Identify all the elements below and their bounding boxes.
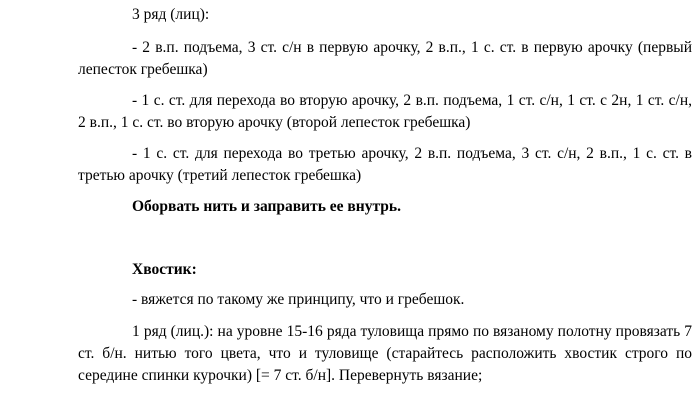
row3-step3: - 1 с. ст. для перехода во третью арочку, 2 в.п. подъема, 3 ст. с/н, 2 в.п., 1 с. ст. в третью арочку (третий лепесток гребешка) [78, 145, 692, 184]
tail-intro: - вяжется по такому же принципу, что и гребешок. [132, 291, 465, 308]
row3-heading: 3 ряд (лиц): [132, 6, 210, 23]
tail-row1: 1 ряд (лиц.): на уровне 15-16 ряда туловища прямо по вязаному полотну провязать 7 ст. б/н. нитью того цвета, что и туловище (старайтесь расположить хвостик строго по середине спинки курочки) [= 7 ст. б/н]. Перевернуть вязание; [78, 323, 692, 384]
row3-step1: - 2 в.п. подъема, 3 ст. с/н в первую арочку, 2 в.п., 1 с. ст. в первую арочку (первый лепесток гребешка) [78, 39, 692, 78]
cut-thread-instruction: Оборвать нить и заправить ее внутрь. [132, 198, 401, 215]
tail-heading: Хвостик: [132, 261, 197, 278]
row3-step2: - 1 с. ст. для перехода во вторую арочку, 2 в.п. подъема, 1 ст. с/н, 1 ст. с 2н, 1 ст. с/н, 2 в.п., 1 с. ст. во вторую арочку (второй лепесток гребешка) [78, 92, 692, 131]
